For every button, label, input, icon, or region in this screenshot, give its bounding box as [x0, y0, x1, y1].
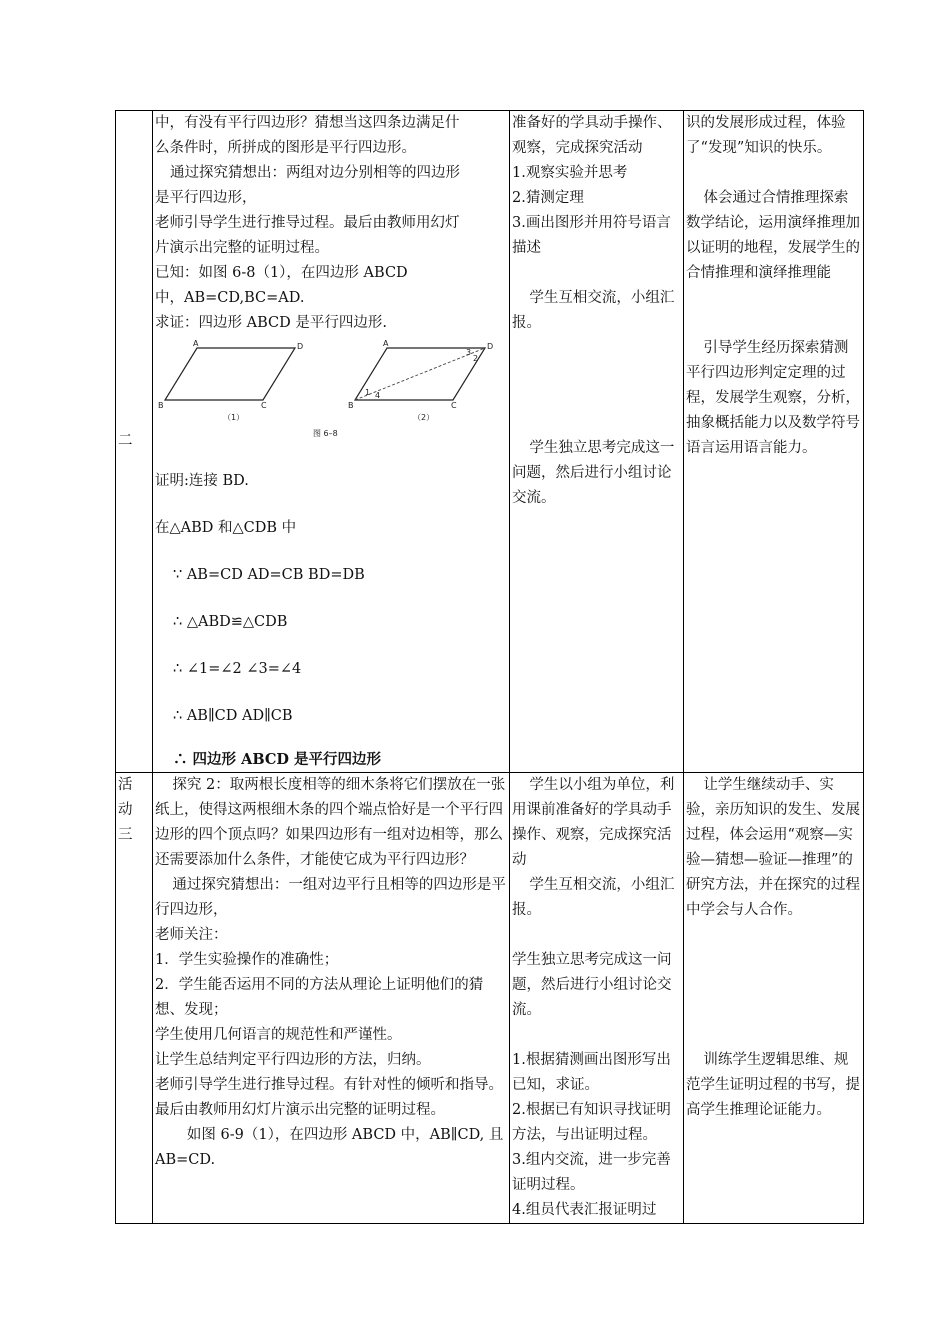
teaching-content-cell: [153, 773, 510, 1224]
content-paragraph: 老师关注：: [155, 927, 228, 943]
content-line: 片演示出完整的证明过程。: [155, 240, 329, 256]
figure-6-8: [155, 340, 495, 455]
stage-label: 二: [118, 433, 133, 449]
content-paragraph: 1．学生实验操作的准确性；: [155, 952, 339, 968]
content-paragraph: 通过探究猜想出：一组对边平行且相等的四边形是平行四边形，: [155, 877, 506, 918]
content-line: 已知：如图 6-8（1），在四边形 ABCD: [155, 265, 408, 281]
content-line: 通过探究猜想出：两组对边分别相等的四边形: [170, 165, 460, 181]
angle-1: 1: [365, 388, 371, 397]
activity-list-item: 2.猜测定理: [512, 190, 584, 206]
label-b2: B: [348, 401, 354, 410]
label-c2: C: [451, 401, 457, 410]
stage-label: 三: [118, 827, 133, 843]
content-line: 么条件时，所拼成的图形是平行四边形。: [155, 140, 416, 156]
activity-text: 学生互相交流，小组汇报。: [512, 877, 675, 918]
activity-list-item: 1.观察实验并思考: [512, 165, 628, 181]
figure-title: 图 6–8: [313, 429, 338, 438]
stage-label-cell: [116, 773, 153, 1224]
stage-label: 动: [118, 802, 133, 818]
proof-line: ∵ AB=CD AD=CB BD=DB: [173, 567, 365, 583]
proof-line: ∴ ∠1=∠2 ∠3=∠4: [173, 661, 302, 677]
design-intent-cell: [684, 111, 864, 773]
label-a2: A: [383, 340, 389, 348]
activity-list-item: 4.组员代表汇报证明过: [512, 1202, 657, 1218]
table-row: [116, 773, 864, 1224]
activity-text: 学生互相交流，小组汇报。: [512, 290, 675, 331]
table-row: [116, 111, 864, 773]
design-intent-cell: [684, 773, 864, 1224]
caption-1: （1）: [223, 413, 245, 422]
activity-list-item: 2.根据已有知识寻找证明方法，与出证明过程。: [512, 1102, 671, 1143]
activity-text: 学生以小组为单位，利用课前准备好的学具动手操作、观察，完成探究活动: [512, 777, 675, 868]
intent-text: 引导学生经历探索猜测平行四边形判定定理的过程，发展学生观察，分析，抽象概括能力以及数学符号语言运用语言能力。: [686, 340, 860, 456]
intent-text: 训练学生逻辑思维、规范学生证明过程的书写，提高学生推理论证能力。: [686, 1052, 860, 1118]
student-activity-cell: [510, 111, 684, 773]
content-paragraph: 老师引导学生进行推导过程。有针对性的倾听和指导。最后由教师用幻灯片演示出完整的证明过程。: [155, 1077, 503, 1118]
parallelogram-figures: [155, 340, 495, 455]
proof-line: 在△ABD 和△CDB 中: [155, 520, 297, 536]
content-paragraph: 让学生总结判定平行四边形的方法，归纳。: [155, 1052, 431, 1068]
label-d2: D: [487, 342, 494, 351]
label-b1: B: [158, 401, 164, 410]
content-line: 中，有没有平行四边形？猜想当这四条边满足什: [155, 115, 460, 131]
activity-list-item: 3.画出图形并用符号语言描述: [512, 215, 671, 256]
proof-line: ∴ AB∥CD AD∥CB: [173, 708, 293, 724]
angle-4: 4: [375, 391, 381, 400]
proof-line: 证明:连接 BD.: [155, 473, 249, 489]
content-paragraph: 如图 6-9（1），在四边形 ABCD 中，AB∥CD, 且 AB=CD.: [155, 1127, 504, 1168]
proof-line: ∴ △ABD≌△CDB: [173, 614, 288, 630]
parallelogram-1: [165, 348, 295, 400]
label-c1: C: [261, 401, 267, 410]
label-a1: A: [193, 340, 199, 348]
intent-text: 体会通过合情推理探索数学结论，运用演绎推理加以证明的地程，发展学生的合情推理和演绎推理能: [686, 190, 860, 281]
content-line: 老师引导学生进行推导过程。最后由教师用幻灯: [155, 215, 460, 231]
stage-label: 活: [118, 777, 133, 793]
stage-label-cell: [116, 111, 153, 773]
angle-2: 2: [473, 354, 479, 363]
content-line: 中，AB=CD,BC=AD.: [155, 290, 305, 306]
student-activity-cell: [510, 773, 684, 1224]
teaching-content-cell: [153, 111, 510, 773]
label-d1: D: [297, 342, 304, 351]
intent-text: 识的发展形成过程，体验了“发现”知识的快乐。: [686, 115, 846, 156]
content-paragraph: 探究 2：取两根长度相等的细木条将它们摆放在一张纸上，使得这两根细木条的四个端点恰好是一个平行四边形的四个顶点吗？如果四边形有一组对边相等，那么还需要添加什么条件，才能使它成为平行四边形？: [155, 777, 506, 868]
activity-text: 学生独立思考完成这一问题，然后进行小组讨论交流。: [512, 952, 672, 1018]
activity-list-item: 3.组内交流，进一步完善证明过程。: [512, 1152, 671, 1193]
activity-list-item: 1.根据猜测画出图形写出已知，求证。: [512, 1052, 671, 1093]
angle-3: 3: [466, 348, 472, 357]
content-line: 是平行四边形，: [155, 190, 257, 206]
content-line: 求证：四边形 ABCD 是平行四边形.: [155, 315, 387, 331]
lesson-plan-table: [115, 110, 864, 1224]
activity-text: 学生独立思考完成这一问题，然后进行小组讨论交流。: [512, 440, 675, 506]
content-paragraph: 学生使用几何语言的规范性和严谨性。: [155, 1027, 402, 1043]
activity-text: 准备好的学具动手操作、观察，完成探究活动: [512, 115, 672, 156]
content-paragraph: 2．学生能否运用不同的方法从理论上证明他们的猜想、发现；: [155, 977, 484, 1018]
proof-line: ∴ 四边形 ABCD 是平行四边形: [173, 751, 382, 768]
caption-2: （2）: [413, 413, 435, 422]
intent-text: 让学生继续动手、实验，亲历知识的发生、发展过程，体会运用“观察—实验—猜想—验证—推理”的研究方法，并在探究的过程中学会与人合作。: [686, 777, 860, 918]
